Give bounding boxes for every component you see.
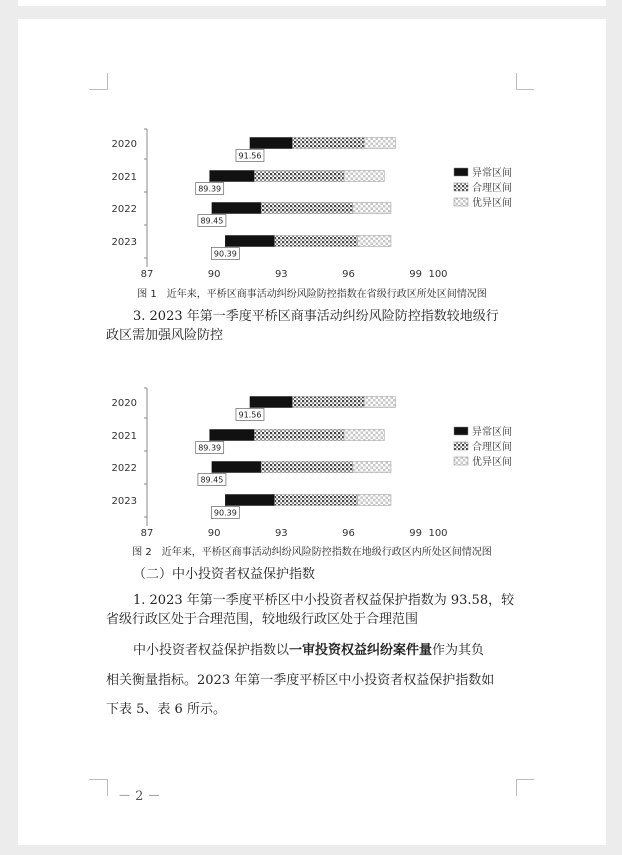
category-label: 2021 [111,172,137,183]
bar-excellent-2020 [364,397,395,408]
document-page[interactable] [18,19,606,845]
paragraph-3-line-1: 3. 2023 年第一季度平桥区商事活动纠纷风险防控指数较地级行 [133,309,499,324]
legend-label-reasonable: 合理区间 [472,442,512,453]
crop-mark-bottom-left [107,779,108,796]
crop-mark-bottom-right [516,779,534,780]
crop-mark-top-left [107,73,108,90]
definition-text-bold: 一审投资权益纠纷案件量 [289,643,433,658]
bar-reasonable-2021 [254,430,344,441]
bar-excellent-2021 [344,430,384,441]
crop-mark-bottom-left [89,779,107,780]
category-label: 2022 [111,204,137,215]
x-tick-label: 96 [342,269,355,280]
legend-label-excellent: 优异区间 [472,457,512,468]
paragraph-definition-line-1 [133,641,484,661]
legend-label-reasonable: 合理区间 [472,183,512,194]
legend-label-abnormal: 异常区间 [472,427,512,438]
crop-mark-top-right [516,73,517,90]
category-label: 2023 [111,237,137,248]
bar-abnormal-2023 [225,236,274,247]
category-label: 2023 [111,496,137,507]
category-label: 2020 [111,139,137,150]
bar-reasonable-2022 [261,203,353,214]
category-label: 2022 [111,463,137,474]
bar-reasonable-2021 [254,171,344,182]
figure-2-caption: 图 2 近年来，平桥区商事活动纠纷风险防控指数在地级行政区内所处区间情况图 [132,547,492,558]
x-tick-label: 93 [274,269,288,280]
bar-excellent-2023 [357,236,391,247]
data-label: 91.56 [238,410,262,420]
bar-reasonable-2020 [293,397,365,408]
definition-text-pre: 中小投资者权益保护指数以 [133,643,290,658]
crop-mark-top-left [89,89,107,90]
paragraph-definition-line-2: 相关衡量指标。2023 年第一季度平桥区中小投资者权益保护指数如 [106,673,495,688]
x-tick-label: 100 [428,528,448,539]
figure-1-caption: 图 1 近年来，平桥区商事活动纠纷风险防控指数在省级行政区所处区间情况图 [137,289,487,300]
legend-swatch-abnormal [454,427,468,435]
bar-abnormal-2020 [250,397,293,408]
previous-page-edge [18,0,606,6]
bar-abnormal-2021 [210,171,255,182]
paragraph-1-line-2: 省级行政区处于合理范围，较地级行政区处于合理范围 [106,612,419,627]
paragraph-definition-line-3: 下表 5、表 6 所示。 [106,702,226,717]
category-label: 2020 [111,398,137,409]
bar-reasonable-2023 [275,495,358,506]
data-label: 90.39 [213,249,237,259]
bar-excellent-2022 [353,203,391,214]
paragraph-3-line-2: 政区需加强风险防控 [106,328,224,343]
x-tick-label: 99 [409,528,422,539]
x-tick-label: 87 [140,528,154,539]
data-label: 89.45 [200,475,224,485]
bar-reasonable-2023 [275,236,358,247]
data-label: 89.39 [198,184,222,194]
definition-text-post: 作为其负 [432,643,485,658]
data-label: 91.56 [238,151,262,161]
bar-abnormal-2022 [212,203,261,214]
x-tick-label: 90 [207,528,221,539]
page-number: － 2 － [118,789,161,804]
data-label: 90.39 [213,508,237,518]
data-label: 89.45 [200,216,224,226]
crop-mark-bottom-right [516,779,517,796]
bar-abnormal-2022 [212,462,261,473]
bar-reasonable-2020 [293,138,365,149]
legend-swatch-excellent [454,198,468,206]
bar-excellent-2023 [357,495,391,506]
bar-abnormal-2023 [225,495,274,506]
x-tick-label: 99 [409,269,422,280]
x-tick-label: 93 [274,528,288,539]
legend-swatch-reasonable [454,183,468,191]
data-label: 89.39 [198,443,222,453]
crop-mark-top-right [516,89,534,90]
figure-1-chart [18,125,606,285]
bar-abnormal-2021 [210,430,255,441]
bar-reasonable-2022 [261,462,353,473]
paragraph-1-line-1: 1. 2023 年第一季度平桥区中小投资者权益保护指数为 93.58，较 [133,593,515,608]
section-heading-investor-protection: （二）中小投资者权益保护指数 [133,567,316,582]
legend-swatch-abnormal [454,168,468,176]
legend-label-excellent: 优异区间 [472,198,512,209]
legend-swatch-excellent [454,457,468,465]
bar-abnormal-2020 [250,138,293,149]
legend-swatch-reasonable [454,442,468,450]
legend-label-abnormal: 异常区间 [472,168,512,179]
bar-excellent-2022 [353,462,391,473]
x-tick-label: 90 [207,269,221,280]
x-tick-label: 100 [428,269,448,280]
bar-excellent-2021 [344,171,384,182]
category-label: 2021 [111,431,137,442]
bar-excellent-2020 [364,138,395,149]
figure-2-chart [18,384,606,544]
x-tick-label: 87 [140,269,154,280]
x-tick-label: 96 [342,528,355,539]
